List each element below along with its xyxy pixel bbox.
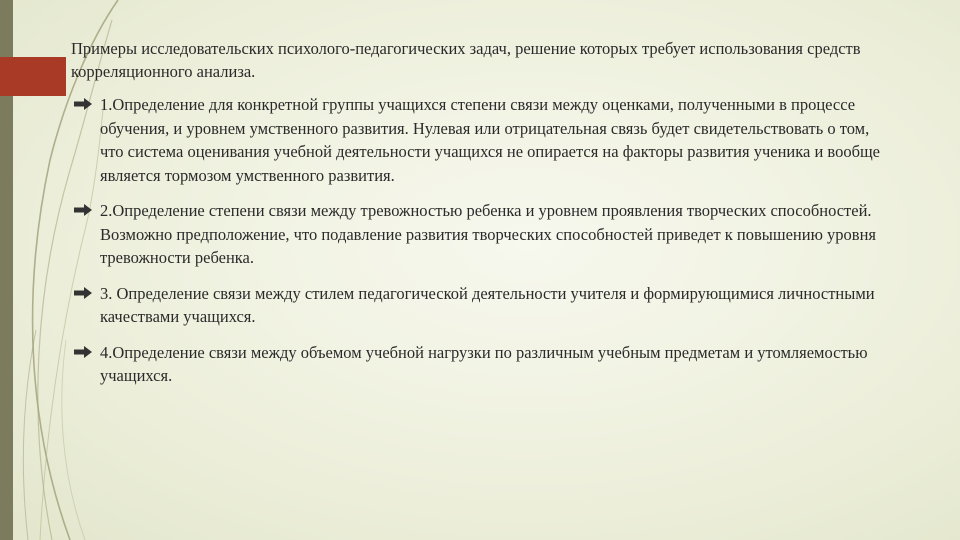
- list-item: [74, 93, 894, 187]
- list-item-text: 2.Определение степени связи между тревожностью ребенка и уровнем проявления творческих способностей. Возможно предположение, что подавление развития творческих способностей приведет к повышению уровня тревожности ребенка.: [100, 201, 876, 267]
- slide-title: Примеры исследовательских психолого-педагогических задач, решение которых требует использования средств корреляционного анализа.: [71, 39, 861, 81]
- list-item-text: 3. Определение связи между стилем педагогической деятельности учителя и формирующимися личностными качествами учащихся.: [100, 283, 875, 326]
- bullet-list: [74, 93, 894, 400]
- list-item-text: 4.Определение связи между объемом учебной нагрузки по различным учебным предметам и утомляемостью учащихся.: [100, 342, 868, 385]
- arrow-right-icon: [74, 346, 92, 358]
- list-item: [74, 341, 894, 388]
- list-item: [74, 199, 894, 270]
- list-item: [74, 282, 894, 329]
- arrow-right-icon: [74, 98, 92, 110]
- list-item-text: 1.Определение для конкретной группы учащихся степени связи между оценками, полученными в процессе обучения, и уровнем умственного развития. Нулевая или отрицательная связь будет свидетельствовать о том, что система оценивания учебной деятельности учащихся не опирается на факторы развития ученика и вообще является тормозом умственного развития.: [100, 95, 880, 185]
- arrow-right-icon: [74, 287, 92, 299]
- accent-block: [0, 57, 66, 96]
- arrow-right-icon: [74, 204, 92, 216]
